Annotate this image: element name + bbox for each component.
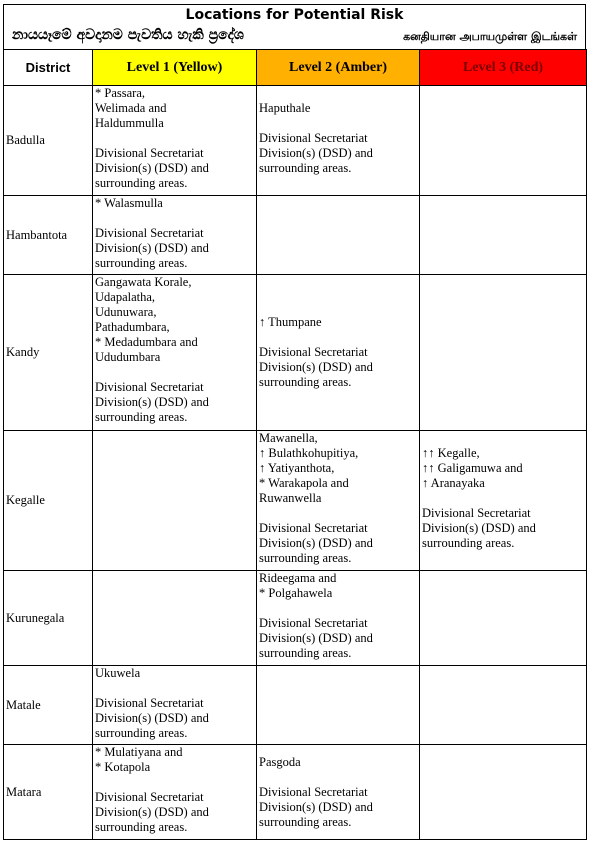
table-row [4, 571, 587, 666]
column-header-level1: Level 1 (Yellow) [93, 50, 257, 86]
level1-cell: Gangawata Korale, Udapalatha, Udunuwara, Pathadumbara, * Medadumbara and Ududumbara Divisional Secretariat Division(s) (DSD) and surrounding areas. [93, 275, 257, 431]
district-cell: Matara [4, 745, 93, 840]
level3-cell: ↑↑ Kegalle, ↑↑ Galigamuwa and ↑ Aranayaka Divisional Secretariat Division(s) (DSD) and surrounding areas. [420, 431, 587, 571]
level1-cell [93, 571, 257, 666]
title-tamil: கனதியான அபாயமுள்ள இடங்கள் [403, 30, 577, 43]
level2-cell [257, 666, 420, 745]
level3-cell [420, 571, 587, 666]
level1-cell: Ukuwela Divisional Secretariat Division(s) (DSD) and surrounding areas. [93, 666, 257, 745]
table-row [4, 745, 587, 840]
column-header-district: District [4, 50, 93, 86]
level1-cell [93, 431, 257, 571]
district-cell: Hambantota [4, 196, 93, 275]
level1-cell: * Walasmulla Divisional Secretariat Division(s) (DSD) and surrounding areas. [93, 196, 257, 275]
title-english: Locations for Potential Risk [185, 7, 404, 23]
district-cell: Kegalle [4, 431, 93, 571]
table-row [4, 196, 587, 275]
level1-cell: * Mulatiyana and * Kotapola Divisional Secretariat Division(s) (DSD) and surrounding areas. [93, 745, 257, 840]
level2-cell: Haputhale Divisional Secretariat Division(s) (DSD) and surrounding areas. [257, 86, 420, 196]
district-cell: Matale [4, 666, 93, 745]
level2-cell [257, 196, 420, 275]
district-cell: Badulla [4, 86, 93, 196]
level2-cell: Mawanella, ↑ Bulathkohupitiya, ↑ Yatiyanthota, * Warakapola and Ruwanwella Divisional Secretariat Division(s) (DSD) and surrounding areas. [257, 431, 420, 571]
table-row [4, 431, 587, 571]
district-cell: Kurunegala [4, 571, 93, 666]
table-row [4, 666, 587, 745]
header-row [4, 50, 587, 86]
risk-document [3, 4, 586, 840]
level3-cell [420, 275, 587, 431]
level2-cell: Pasgoda Divisional Secretariat Division(s) (DSD) and surrounding areas. [257, 745, 420, 840]
level2-cell: Rideegama and * Polgahawela Divisional Secretariat Division(s) (DSD) and surrounding areas. [257, 571, 420, 666]
title-sinhala: නායයෑමේ අවදානම පැවතිය හැකි ප්‍රදේශ [12, 27, 244, 43]
level3-cell [420, 86, 587, 196]
level1-cell: * Passara, Welimada and Haldummulla Divisional Secretariat Division(s) (DSD) and surrounding areas. [93, 86, 257, 196]
district-cell: Kandy [4, 275, 93, 431]
table-row [4, 275, 587, 431]
level3-cell [420, 666, 587, 745]
level3-cell [420, 745, 587, 840]
level2-cell: ↑ Thumpane Divisional Secretariat Division(s) (DSD) and surrounding areas. [257, 275, 420, 431]
risk-table [3, 49, 587, 840]
table-row [4, 86, 587, 196]
column-header-level3: Level 3 (Red) [420, 50, 587, 86]
column-header-level2: Level 2 (Amber) [257, 50, 420, 86]
level3-cell [420, 196, 587, 275]
title-block [3, 4, 586, 49]
